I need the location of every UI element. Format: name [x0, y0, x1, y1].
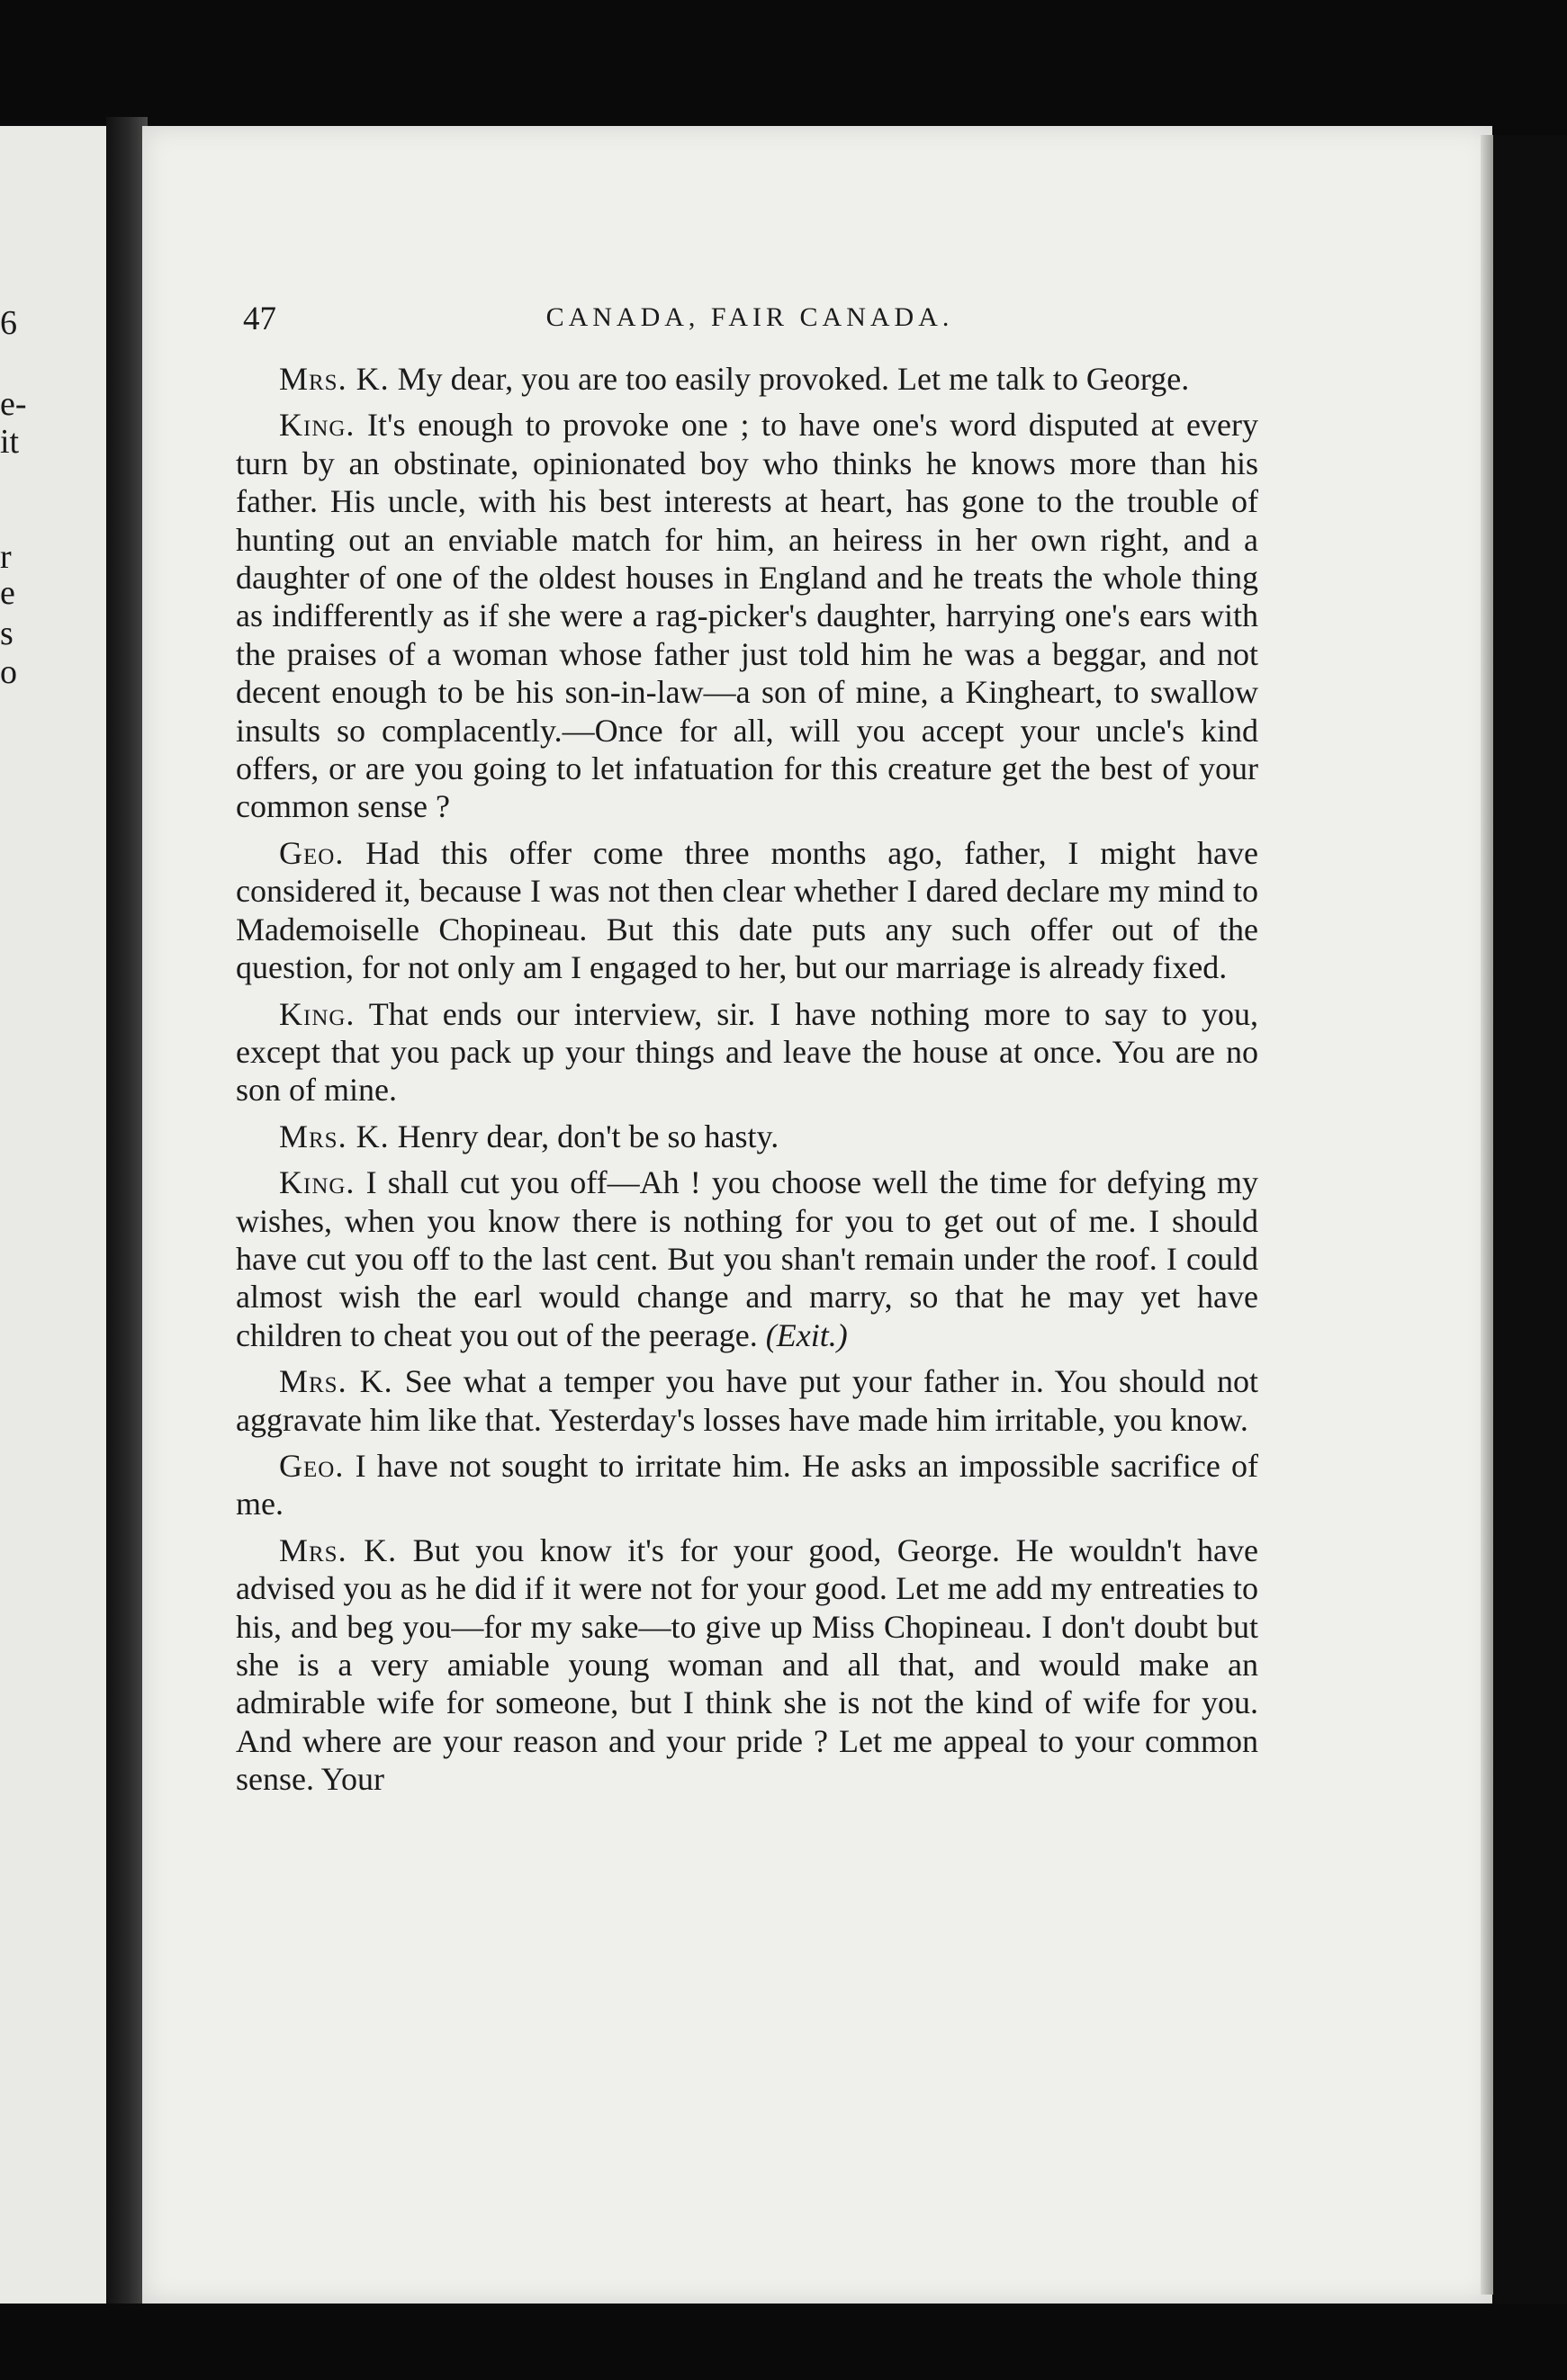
speaker-name: King.	[279, 1164, 356, 1201]
speaker-name: King.	[279, 995, 356, 1032]
speaker-name: Mrs. K.	[279, 361, 390, 397]
speaker-name: Mrs. K.	[279, 1118, 390, 1154]
speaker-name: Geo.	[279, 834, 345, 871]
dialogue-paragraph	[236, 360, 1258, 398]
adjacent-page-fragment	[0, 126, 106, 2304]
dialogue-paragraph	[236, 1163, 1258, 1354]
speech-text: See what a temper you have put your father in. You should not aggravate him like that. Yesterday's losses have made him irritable, you know.	[236, 1363, 1259, 1438]
adjacent-page-text: r	[0, 538, 12, 576]
dialogue-paragraph	[236, 995, 1258, 1109]
running-title: CANADA, FAIR CANADA.	[545, 302, 954, 332]
dialogue-text	[236, 360, 1258, 1807]
speech-text: My dear, you are too easily provoked. Let me talk to George.	[397, 361, 1190, 397]
speech-text: But you know it's for your good, George. He wouldn't have advised you as he did if it were not for your good. Let me add my entreaties to his, and beg you—for my sake—to give up Miss Chopineau. I don't doubt but she is a very amiable young woman and all that, and would make an admirable wife for someone, but I think she is not the kind of wife for you. And where are your reason and your pride ? Let me appeal to your common sense. Your	[236, 1531, 1259, 1798]
scan-border-top	[0, 0, 1567, 135]
dialogue-paragraph	[236, 1447, 1258, 1523]
dialogue-paragraph	[236, 834, 1258, 987]
dialogue-paragraph	[236, 406, 1258, 825]
speaker-name: Mrs. K.	[279, 1363, 393, 1400]
speech-text: I have not sought to irritate him. He asks an impossible sacrifice of me.	[236, 1447, 1259, 1522]
speaker-name: Geo.	[279, 1447, 345, 1484]
adjacent-page-text: s	[0, 615, 14, 652]
dialogue-paragraph	[236, 1118, 1258, 1155]
page-edge	[1481, 135, 1493, 2295]
dialogue-paragraph	[236, 1362, 1258, 1439]
adjacent-page-text: o	[0, 653, 17, 691]
speech-text: I shall cut you off—Ah ! you choose well the time for defying my wishes, when you know there is nothing for you to get out of me. I should have cut you off to the last cent. But you shan't remain under the roof. I could almost wish the earl would change and marry, so that he may yet have children to cheat you out of the peerage.	[236, 1164, 1259, 1353]
adjacent-page-text: e-	[0, 385, 27, 423]
page-number: 47	[243, 301, 276, 337]
speech-text: Henry dear, don't be so hasty.	[397, 1118, 779, 1154]
dialogue-paragraph	[236, 1531, 1258, 1799]
speech-text: That ends our interview, sir. I have nothing more to say to you, except that you pack up your things and leave the house at once. You are no son of mine.	[236, 995, 1258, 1109]
adjacent-page-text: it	[0, 423, 20, 461]
speech-text: Had this offer come three months ago, father, I might have considered it, because I was not then clear whether I dared declare my mind to Mademoiselle Chopineau. But this date puts any such offer out of the question, for not only am I engaged to her, but our marriage is already fixed.	[236, 834, 1258, 986]
speech-text: It's enough to provoke one ; to have one's word disputed at every turn by an obstinate, opinionated boy who thinks he knows more than his father. His uncle, with his best interests at heart, has gone to the trouble of hunting out an enviable match for him, an heiress in her own right, and a daughter of one of the oldest houses in England and he treats the whole thing as indifferently as if she were a rag-picker's daughter, harrying one's ears with the praises of a woman whose father just told him he was a beggar, and not decent enough to be his son-in-law—a son of mine, a Kingheart, to swallow insults so complacently.—Once for all, will you accept your uncle's kind offers, or are you going to let infatuation for this creature get the best of your common sense ?	[236, 407, 1258, 825]
stage-direction: (Exit.)	[765, 1316, 848, 1353]
speaker-name: Mrs. K.	[279, 1531, 398, 1568]
adjacent-page-text: 6	[0, 304, 17, 342]
scan-border-bottom	[0, 2304, 1567, 2380]
adjacent-page-text: e	[0, 574, 15, 612]
page-header	[243, 300, 1256, 339]
speaker-name: King.	[279, 407, 356, 444]
